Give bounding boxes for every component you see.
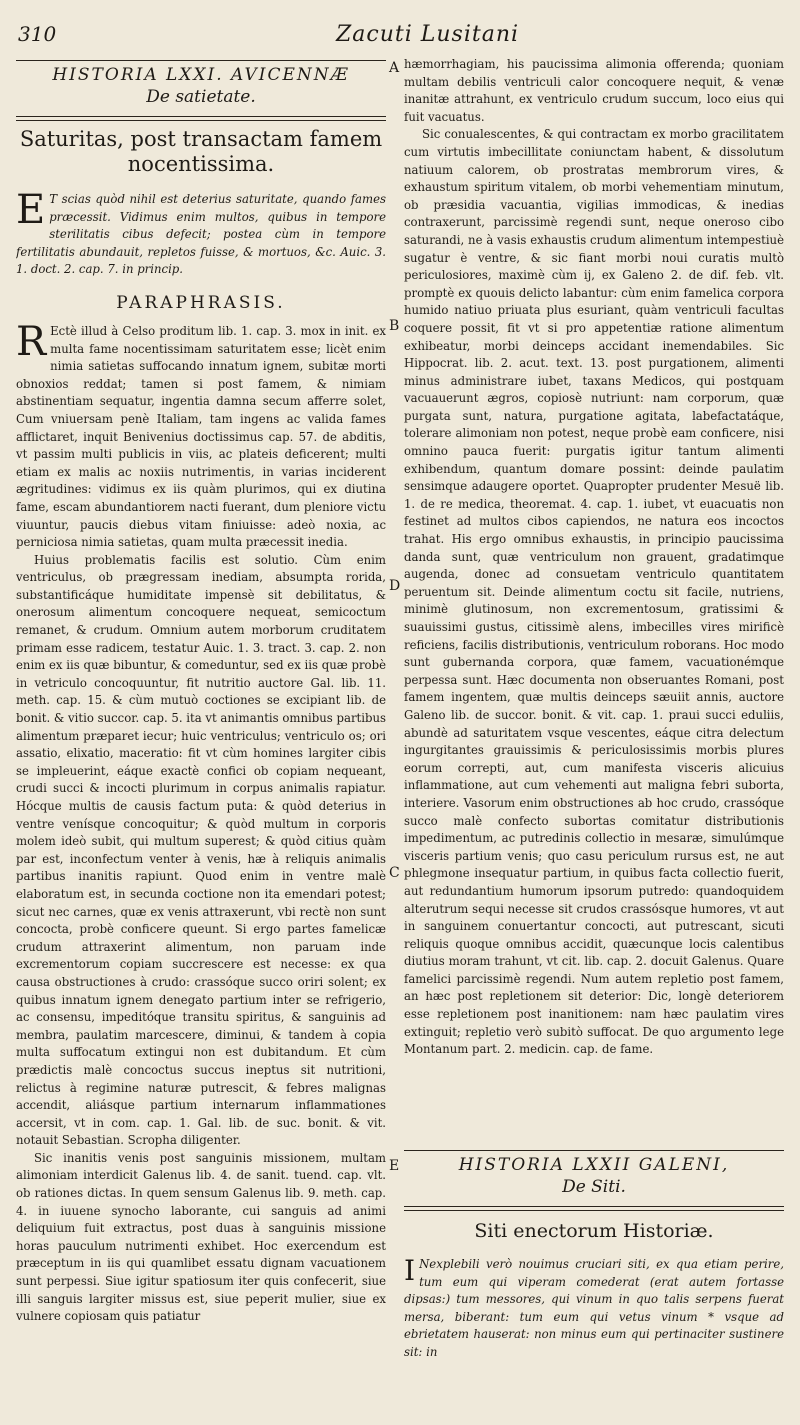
page-number: 310 (18, 22, 57, 46)
body-paragraph-1 (16, 318, 386, 552)
drop-cap: E (16, 187, 46, 233)
right-body (404, 56, 784, 1138)
margin-letter-b: B (389, 318, 400, 334)
drop-cap: I (404, 1254, 416, 1287)
intro-paragraph (16, 187, 386, 279)
left-column (16, 56, 386, 1416)
double-rule (16, 116, 386, 121)
intro-text-2: Nexplebili verò nouimus cruciari siti, ex qua etiam perire, tum eum qui viperam comederat (erat autem fortasse dipsas:) tum messores, qui vinum in quo talis serpens fuerat mersa, biberant: tum eum qui vetus vinum * vsque ad ebrietatem hauserat: non minus eum qui pertinaciter sustinere sit: in (404, 1257, 784, 1359)
margin-letter-a: A (389, 60, 400, 76)
history-title-2: HISTORIA LXXII GALENI, (458, 1155, 730, 1175)
body-paragraph-3: Sic inanitis venis post sanguinis missionem, multam alimoniam interdicit Galenus lib. 4. de sanit. tuend. cap. vlt. ob rationes dictas. In quem sensum Galenus lib. 9. meth. cap. 4. in iuuene synocho laborante, cui sanguis ad animi deliquium fuit extractus, post duas à sanguinis missione horas pauculum nutrimenti exhibet. Hoc exercendum est præceptum in iis qui quamlibet essatu dignam vacuationem sunt perpessi. Siue igitur spatiosum iter quis confecerit, siue illi sanguis largiter missus est, siue peperit mulier, siue ex vulnere copiosam quis patiatur (16, 1150, 386, 1324)
section-title-2: Siti enectorum Historiæ. (474, 1220, 714, 1242)
body-paragraph-5: Sic conualescentes, & qui contractam ex morbo gracilitatem cum virtutis imbecillitate coniunctam habent, & dissolutum natiuum calorem, ob prostratas membrorum vires, & exhaustum spiritum vitalem, ob morbi vehementiam minutum, ob præsidia vacuantia, vigilias immodicas, & inedias contraxerunt, parcissimè regendi sunt, neque oneroso cibo saturandi, ne à vasis exhaustis crudum alimentum intempestiuè sugatur è ventre, & sic fiant morbi noui curatis multò periculosiores, maximè cùm ij, ex Galeno 2. de dif. feb. vlt. promptè ex quouis delicto labantur: cùm enim famelica corpora humido natiuo priuata plus esuriant, quàm ventriculi facultas coquere possit, fit vt si pro appetentiæ ratione alimentum exhibeatur, morbi deinceps accidant inemendabiles. Sic Hippocrat. lib. 2. acut. text. 13. post purgationem, alimenti minus administrare iubet, taxans Medicos, qui postquam vacuauerunt ægros, copiosè nutriunt: nam corporum, quæ purgata sunt, natura, purgatione agitata, labefactatáque, tolerare alimoniam non potest, neque probè eam conficere, nisi omnino pauca fuerit: purgatis igitur tantum alimenti exhibendum, quantum domare possint: deinde paulatim sensimque adaugere oportet. Quapropter prudenter Mesuë lib. 1. de re medica, theoremat. 4. cap. 1. iubet, vt euacuatis non festinet ad multos cibos capiendos, ne natura eos incoctos trahat. His ergo omnibus exhaustis, in principio paucissima danda sunt, quæ ventriculum non grauent, gradatimque augenda, donec ad consuetam ventriculo quantitatem peruentum sit. Deinde alimentum coctu sit facile, nutriens, minimè glutinosum, non excrementosum, gratissimi & suauissimi gustus, citissimè alens, imbecilles vires mirificè reficiens, facilis distributionis, ventriculum roborans. Hoc modo sunt gubernanda corpora, quæ famem, vacuationémque perpessa sunt. Hæc documenta non obseruantes Romani, post famem ingentem, quæ multis deinceps sæuiit annis, auctore Galeno lib. de succor. bonit. & vit. cap. 1. praui succi eduliis, abundè ad saturitatem vsque vescentes, eáque citra delectum ingurgitantes grauissimis & periculosissimis morbis plures eorum correpti, aut, cum manifesta visceris alicuius inflammatione, aut cum vehementi aut maligna febri suborta, interiere. Vasorum enim obstructiones ab hoc crudo, crassóque succo malè confecto subortas comitatur distributionis impedimentum, ac putredinis collectio in mesaræ, simulúmque visceris partium venis; quo casu periculum rursus est, ne aut phlegmone insequatur partium, in quibus facta collectio fuerit, aut redundantium humorum ipsorum putredo: quandoquidem alterutrum sequi necesse sit crudos crassósque humores, vt aut in sanguinem conuertantur concocti, aut putrescant, sicuti reliquis quoque omnibus accidit, quæcunque locis calentibus diutius moram trahunt, vt cit. lib. cap. 2. docuit Galenus. Quare famelici parcissimè regendi. Num autem repletio post famem, an hæc post repletionem sit deterior: Dic, longè deteriorem esse repletionem post inanitionem: nam hæc paulatim vires extinguit; repletio verò subitò suffocat. De quo argumento lege Montanum part. 2. medicin. cap. de fame. (404, 127, 784, 1057)
margin-letter-e: E (389, 1158, 400, 1174)
right-column (404, 56, 784, 1416)
body-paragraph-2: Huius problematis facilis est solutio. Cùm enim ventriculus, ob prægressam inediam, absumpta rorida, substantificáque humiditate impensè sit debilitatus, & onerosum alimentum concoquere nequeat, semicoctum remanet, & crudum. Omnium autem morborum cruditatem primam esse radicem, testatur Auic. 1. 3. tract. 3. cap. 2. non enim ex iis quæ bibuntur, & comeduntur, sed ex iis quæ probè in vetriculo concoquuntur, fit nutritio auctore Gal. lib. 11. meth. cap. 15. & cùm mutuò coctiones se excipiant lib. de bonit. & vitio succor. cap. 5. ita vt animantis omnibus partibus alimentum præparet iecur; huic ventriculus; ventriculo os; ori assatio, elixatio, maceratio: fit vt cùm homines largiter cibis se impleuerint, eáque exactè confici ob copiam nequeant, crudi succi & incocti plurimum in corpus animalis rapiatur. Hócque multis de causis factum puta: & quòd deterius in ventre venísque concoquitur; & quòd multum in corporis molem ideò subit, qui multum superest; & quòd citius quàm par est, inconfectum venter à venis, hæ à reliquis animalis partibus inanitis rapiunt. Quod enim in ventre malè elaboratum est, in secunda coctione non ita emendari potest; sicut nec carnes, quæ ex venis attraxerunt, vbi rectè non sunt concocta, probè conficere queunt. Si ergo partes famelicæ crudum attraxerint alimentum, non paruam inde excrementorum copiam succrescere est necesse: ex qua causa obstructiones à crudo: crassóque succo oriri solent; ex quibus innatum ignem denegato partium inter se refrigerio, ac consensu, impeditóque transitu spiritus, & sanguinis ad membra, paulatim marcescere, diminui, & tandem à copia multa suffocatum extingui non est dubitandum. Et cùm prædictis malè concoctus succus ineptus sit nutritioni, relictus à regimine naturæ putrescit, & febres malignas accendit, aliásque partium internarum inflammationes accersit, vt in com. cap. 1. Gal. lib. de suc. bonit. & vit. notauit Sebastian. Scropha diligenter. (16, 552, 386, 1148)
drop-cap: R (16, 318, 47, 365)
top-rule (16, 60, 386, 61)
intro-paragraph-2 (404, 1256, 784, 1362)
history-subtitle: De satietate. (146, 87, 256, 107)
body-text: Ectè illud à Celso proditum lib. 1. cap. 3. mox in init. ex multa fame nocentissimam saturitatem esse; licèt enim nimia satietas suffocando innatum ignem, subitæ morti obnoxios reddat; tamen si post famem, & nimiam abstinentiam sequatur, ingentia damna secum afferre solet, Cum vniuersam penè Italiam, tam ingens ac valida fames afflictaret, inquit Benivenius doctissimus cap. 57. de abditis, vt passim multi publicis in viis, ac plateis deficerent; multi etiam ex malis ac noxiis nutrimentis, in varias inciderent ægritudines: vidimus ex iis quàm plurimos, qui ex diutina fame, escam abundantiorem nacti fuerant, dum pleniore victu viuuntur, paucis diebus vitam finiuisse: adeò noxia, ac perniciosa nimia satietas, quam multa præcessit inedia. (16, 323, 386, 550)
history-title: HISTORIA LXXI. AVICENNÆ (52, 65, 350, 85)
margin-letter-c: C (389, 865, 400, 881)
paraphrasis-heading: PARAPHRASIS. (116, 292, 286, 313)
section-rule (404, 1150, 784, 1151)
margin-letter-d: D (389, 578, 401, 594)
running-title: Zacuti Lusitani (336, 22, 520, 47)
section-title: Saturitas, post transactam famem nocentissima. (19, 127, 383, 176)
running-head (18, 22, 782, 52)
double-rule-2 (404, 1206, 784, 1211)
history-subtitle-2: De Siti. (562, 1177, 626, 1197)
intro-text: T scias quòd nihil est deterius saturitate, quando fames præcessit. Vidimus enim multos, quibus in tempore sterilitatis cibus defecit; postea cùm in tempore fertilitatis abundauit, repletos fuisse, & mortuos, &c. Auic. 3. 1. doct. 2. cap. 7. in princip. (16, 192, 386, 277)
body-paragraph-4: hæmorrhagiam, his paucissima alimonia offerenda; quoniam multam debilis ventriculi calor concoquere nequit, & venæ inanitæ attrahunt, ex ventriculo crudum succum, loco eius qui fuit vacuatus. (404, 57, 784, 124)
